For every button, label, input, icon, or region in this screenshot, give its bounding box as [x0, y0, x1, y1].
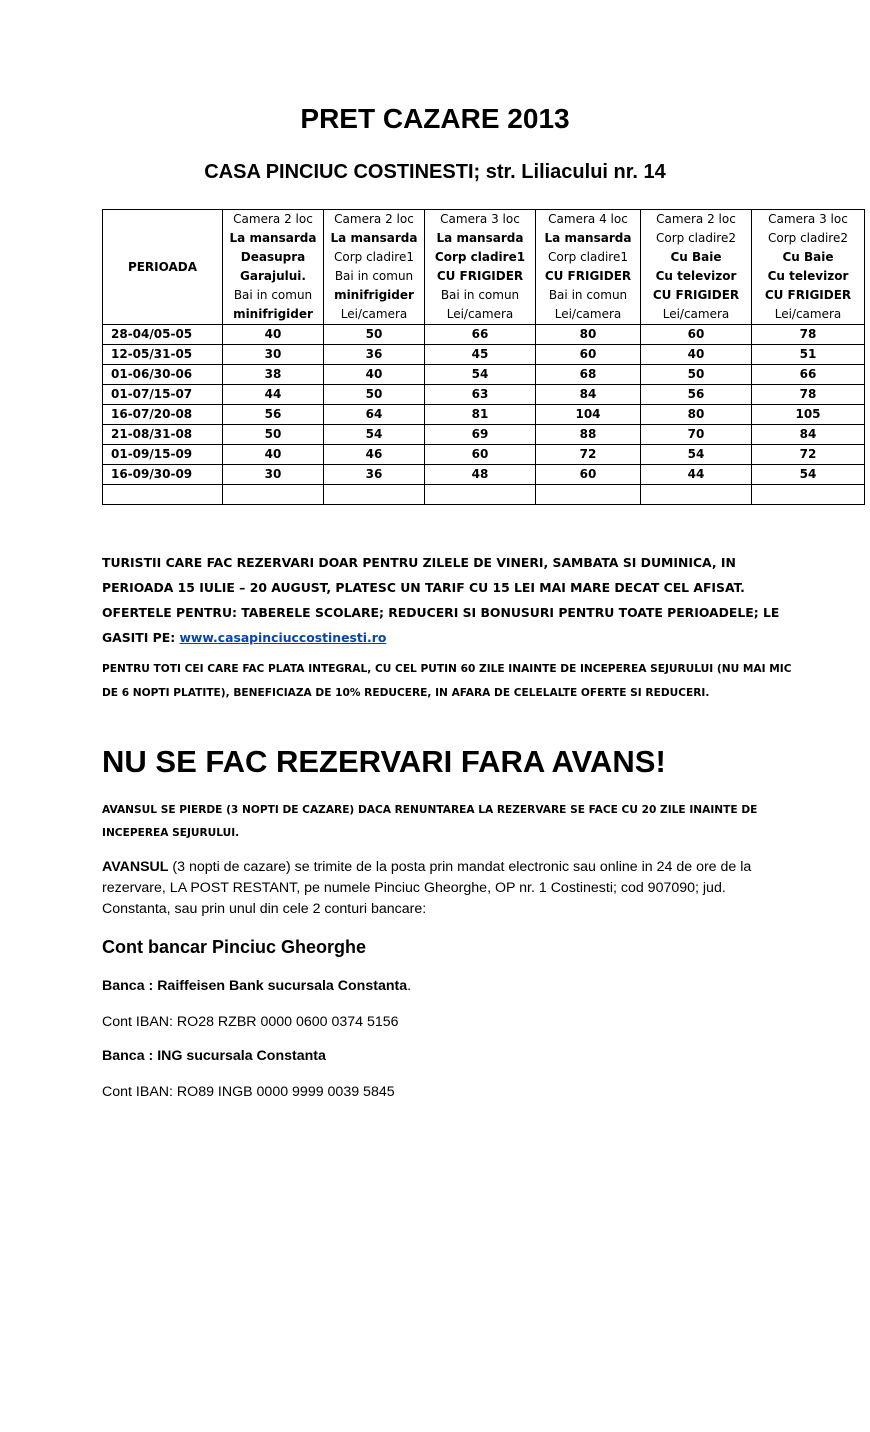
room-header-line: Bai in comun	[440, 288, 520, 302]
price-cell: 72	[752, 445, 865, 465]
room-header-line: minifrigider	[233, 307, 313, 321]
bank-2-iban: Cont IBAN: RO89 INGB 0000 9999 0039 5845	[102, 1084, 395, 1100]
price-cell: 50	[324, 385, 425, 405]
empty-table-row	[103, 485, 865, 505]
period-cell: 12-05/31-05	[103, 345, 223, 365]
price-cell: 40	[324, 365, 425, 385]
room-header-line: Camera 3 loc	[768, 212, 848, 226]
period-cell: 01-07/15-07	[103, 385, 223, 405]
table-row	[103, 365, 865, 385]
price-cell: 51	[752, 345, 865, 365]
empty-cell	[324, 485, 425, 505]
price-cell: 50	[223, 425, 324, 445]
room-header-line: Corp cladire2	[655, 231, 736, 245]
room-header-line: Lei/camera	[554, 307, 622, 321]
page-title: PRET CAZARE 2013	[300, 103, 570, 134]
price-cell: 44	[223, 385, 324, 405]
price-cell: 78	[752, 385, 865, 405]
room-header-line: La mansarda	[544, 231, 632, 245]
bank-2-name: Banca : ING sucursala Constanta	[102, 1048, 326, 1064]
period-cell: 01-06/30-06	[103, 365, 223, 385]
room-header-line: CU FRIGIDER	[544, 269, 632, 283]
room-header-line: Lei/camera	[340, 307, 408, 321]
room-header-line: Cu Baie	[670, 250, 722, 264]
period-cell: 21-08/31-08	[103, 425, 223, 445]
price-cell: 54	[752, 465, 865, 485]
price-cell: 36	[324, 465, 425, 485]
room-column-header	[641, 210, 752, 325]
deposit-details: (3 nopti de cazare) se trimite de la posta prin mandat electronic sau online in 24 de ore de la rezervare, LA POST RESTANT, pe numele Pinciuc Gheorghe, OP nr. 1 Costinesti; cod 907090; jud. Constanta, sau prin unul din cele 2 conturi bancare:	[102, 859, 752, 917]
room-header-line: La mansarda	[229, 231, 317, 245]
room-header-line: La mansarda	[436, 231, 524, 245]
room-header-line: Cu televizor	[655, 269, 737, 283]
full-payment-discount-notice: PENTRU TOTI CEI CARE FAC PLATA INTEGRAL, CU CEL PUTIN 60 ZILE INAINTE DE INCEPEREA SEJURULUI (NU MAI MIC DE 6 NOPTI PLATITE), BENEFICIAZA DE 10% REDUCERE, IN AFARA DE CELELALTE OFERTE SI REDUCERI.	[102, 663, 792, 699]
price-cell: 50	[641, 365, 752, 385]
table-header-row	[103, 210, 865, 325]
room-header-line: Garajului.	[240, 269, 306, 283]
deposit-payment-instructions	[102, 857, 782, 920]
price-cell: 60	[536, 345, 641, 365]
price-cell: 80	[536, 325, 641, 345]
price-cell: 40	[223, 325, 324, 345]
period-cell: 28-04/05-05	[103, 325, 223, 345]
room-header-line: Deasupra	[240, 250, 306, 264]
table-row	[103, 405, 865, 425]
room-header-line: Corp cladire1	[547, 250, 628, 264]
price-cell: 50	[324, 325, 425, 345]
room-header-line: Camera 2 loc	[233, 212, 313, 226]
period-cell: 16-07/20-08	[103, 405, 223, 425]
table-row	[103, 425, 865, 445]
website-link[interactable]: www.casapinciuccostinesti.ro	[179, 630, 387, 645]
weekend-surcharge-notice	[102, 550, 802, 650]
deposit-warning-heading: NU SE FAC REZERVARI FARA AVANS!	[102, 744, 666, 779]
room-header-line: Camera 3 loc	[440, 212, 520, 226]
table-row	[103, 345, 865, 365]
price-cell: 105	[752, 405, 865, 425]
price-cell: 66	[425, 325, 536, 345]
room-header-line: Camera 4 loc	[548, 212, 628, 226]
price-cell: 60	[536, 465, 641, 485]
price-cell: 104	[536, 405, 641, 425]
period-cell: 01-09/15-09	[103, 445, 223, 465]
room-column-header	[223, 210, 324, 325]
table-row	[103, 465, 865, 485]
price-cell: 60	[425, 445, 536, 465]
deposit-lead: AVANSUL	[102, 859, 169, 875]
bank-account-title: Cont bancar Pinciuc Gheorghe	[102, 937, 367, 957]
price-cell: 36	[324, 345, 425, 365]
room-header-line: Lei/camera	[662, 307, 730, 321]
room-header-line: minifrigider	[334, 288, 414, 302]
room-header-line: CU FRIGIDER	[764, 288, 852, 302]
price-cell: 81	[425, 405, 536, 425]
price-cell: 38	[223, 365, 324, 385]
room-header-line: Corp cladire1	[434, 250, 526, 264]
room-column-header	[425, 210, 536, 325]
empty-cell	[425, 485, 536, 505]
table-row	[103, 445, 865, 465]
price-cell: 63	[425, 385, 536, 405]
price-cell: 60	[641, 325, 752, 345]
room-header-line: Bai in comun	[233, 288, 313, 302]
room-header-line: CU FRIGIDER	[652, 288, 740, 302]
price-cell: 84	[752, 425, 865, 445]
room-header-line: CU FRIGIDER	[436, 269, 524, 283]
bank-1-name	[102, 978, 411, 994]
period-column-header: PERIOADA	[103, 210, 223, 325]
room-column-header	[752, 210, 865, 325]
price-cell: 64	[324, 405, 425, 425]
price-cell: 54	[324, 425, 425, 445]
table-row	[103, 385, 865, 405]
price-cell: 48	[425, 465, 536, 485]
room-header-line: Cu televizor	[767, 269, 849, 283]
empty-cell	[103, 485, 223, 505]
table-row	[103, 325, 865, 345]
room-header-line: Cu Baie	[782, 250, 834, 264]
price-cell: 88	[536, 425, 641, 445]
price-cell: 40	[223, 445, 324, 465]
room-header-line: Corp cladire1	[333, 250, 414, 264]
period-cell: 16-09/30-09	[103, 465, 223, 485]
empty-cell	[641, 485, 752, 505]
price-cell: 66	[752, 365, 865, 385]
deposit-loss-notice: AVANSUL SE PIERDE (3 NOPTI DE CAZARE) DACA RENUNTAREA LA REZERVARE SE FACE CU 20 ZILE INAINTE DE INCEPEREA SEJURULUI.	[102, 804, 758, 839]
page-subtitle: CASA PINCIUC COSTINESTI; str. Liliacului nr. 14	[204, 161, 666, 183]
empty-cell	[752, 485, 865, 505]
bank-1-name-suffix: .	[407, 978, 412, 994]
price-cell: 46	[324, 445, 425, 465]
room-column-header	[536, 210, 641, 325]
empty-cell	[536, 485, 641, 505]
price-cell: 30	[223, 345, 324, 365]
price-cell: 44	[641, 465, 752, 485]
price-cell: 56	[223, 405, 324, 425]
room-header-line: La mansarda	[330, 231, 418, 245]
room-header-line: Camera 2 loc	[334, 212, 414, 226]
price-cell: 40	[641, 345, 752, 365]
weekend-surcharge-text: TURISTII CARE FAC REZERVARI DOAR PENTRU ZILELE DE VINERI, SAMBATA SI DUMINICA, IN PERIOADA 15 IULIE – 20 AUGUST, PLATESC UN TARIF CU 15 LEI MAI MARE DECAT CEL AFISAT. OFERTELE PENTRU: TABERELE SCOLARE; REDUCERI SI BONUSURI PENTRU TOATE PERIOADELE; LE GASITI PE:	[102, 555, 780, 645]
room-header-line: Camera 2 loc	[656, 212, 736, 226]
price-cell: 54	[641, 445, 752, 465]
price-cell: 72	[536, 445, 641, 465]
price-cell: 56	[641, 385, 752, 405]
room-header-line: Lei/camera	[446, 307, 514, 321]
room-header-line: Lei/camera	[774, 307, 842, 321]
price-cell: 68	[536, 365, 641, 385]
bank-1-name-text: Banca : Raiffeisen Bank sucursala Constanta	[102, 978, 408, 994]
room-header-line: Bai in comun	[548, 288, 628, 302]
price-cell: 54	[425, 365, 536, 385]
room-header-line: Corp cladire2	[767, 231, 848, 245]
price-cell: 30	[223, 465, 324, 485]
room-column-header	[324, 210, 425, 325]
price-cell: 78	[752, 325, 865, 345]
price-cell: 80	[641, 405, 752, 425]
price-cell: 69	[425, 425, 536, 445]
table-body	[103, 325, 865, 505]
price-table	[102, 209, 865, 505]
room-header-line: Bai in comun	[334, 269, 414, 283]
price-cell: 45	[425, 345, 536, 365]
price-cell: 70	[641, 425, 752, 445]
empty-cell	[223, 485, 324, 505]
price-cell: 84	[536, 385, 641, 405]
bank-1-iban: Cont IBAN: RO28 RZBR 0000 0600 0374 5156	[102, 1014, 399, 1030]
